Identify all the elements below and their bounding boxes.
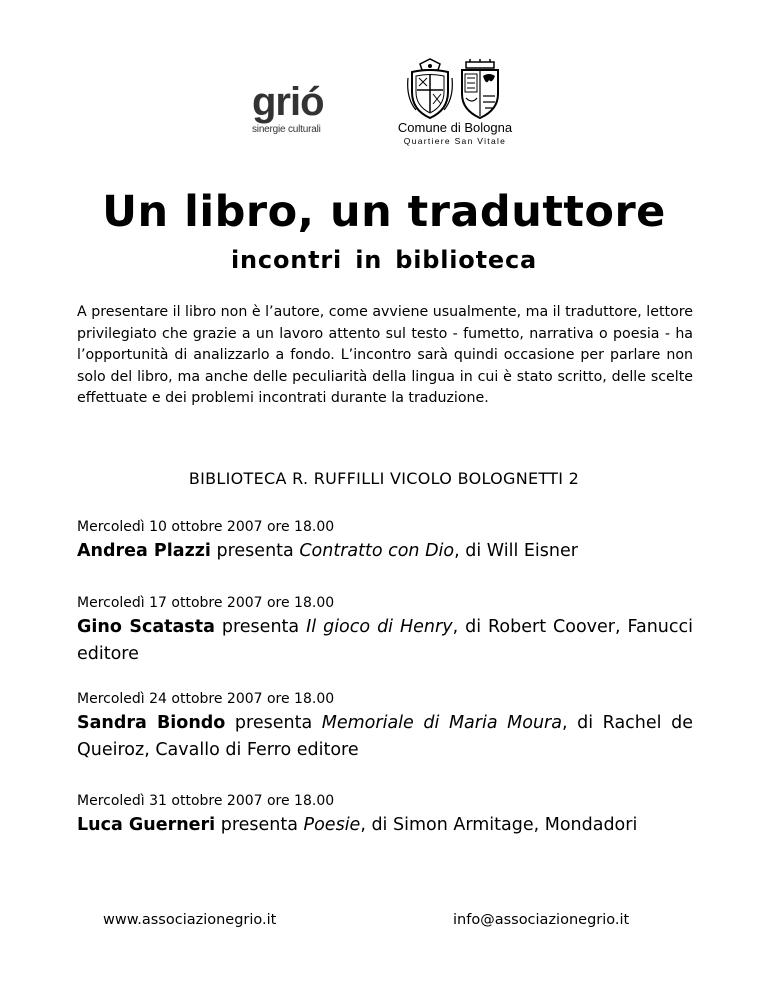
translator-name: Sandra Biondo [77,713,226,733]
translator-name: Gino Scatasta [77,617,215,637]
bologna-coat-of-arms-icon [406,58,454,120]
grio-tagline: sinergie culturali [252,124,321,135]
page-title: Un libro, un traduttore [102,187,666,237]
event-description [77,710,693,764]
event-item [77,792,693,839]
comune-name: Comune di Bologna [397,120,513,135]
page-subtitle: incontri in biblioteca [231,246,537,274]
presenta-text: presenta [215,815,304,835]
venue-address: BIBLIOTECA R. RUFFILLI VICOLO BOLOGNETTI 2 [188,469,580,488]
event-date: Mercoledì 17 ottobre 2007 ore 18.00 [77,595,335,611]
event-item [77,594,693,668]
translator-name: Luca Guerneri [77,815,216,835]
book-title: Contratto con Dio [299,541,455,561]
book-title: Poesie [303,815,361,835]
presenta-text: presenta [214,617,307,637]
quartiere-coat-of-arms-icon [456,58,504,120]
email-link[interactable]: info@associazionegrio.it [453,912,630,928]
website-link[interactable]: www.associazionegrio.it [103,912,277,928]
book-title: Il gioco di Henry [306,617,453,637]
event-description [77,812,693,839]
grio-logo [252,82,362,135]
event-item [77,690,693,764]
event-description [77,614,693,668]
presenta-text: presenta [210,541,300,561]
book-title: Memoriale di Maria Moura [321,713,562,733]
book-details: , di Robert Coover, Fanucci editore [77,617,693,664]
event-date: Mercoledì 10 ottobre 2007 ore 18.00 [77,519,335,535]
event-date: Mercoledì 24 ottobre 2007 ore 18.00 [77,691,335,707]
grio-wordmark: grió [252,80,324,124]
event-item [77,518,693,565]
event-description [77,538,693,565]
presenta-text: presenta [225,713,322,733]
comune-logo [380,58,530,146]
intro-paragraph: A presentare il libro non è l’autore, come avviene usualmente, ma il traduttore, lettore privilegiato che grazie a un lavoro attento sul testo - fumetto, narrativa o poesia - ha l’opportunità di analizzarlo a fondo. L’incontro sarà quindi occasione per parlare non solo del libro, ma anche delle peculiarità della lingua in cui è stato scritto, delle scelte effettuate e dei problemi incontrati durante la traduzione. [77,304,693,406]
book-details: , di Rachel de Queiroz, Cavallo di Ferro editore [77,713,693,760]
translator-name: Andrea Plazzi [77,541,211,561]
coat-of-arms-icons [380,58,530,120]
book-details: , di Simon Armitage, Mondadori [360,815,638,835]
comune-subtitle: Quartiere San Vitale [403,136,507,146]
book-details: , di Will Eisner [454,541,578,561]
event-date: Mercoledì 31 ottobre 2007 ore 18.00 [77,793,335,809]
